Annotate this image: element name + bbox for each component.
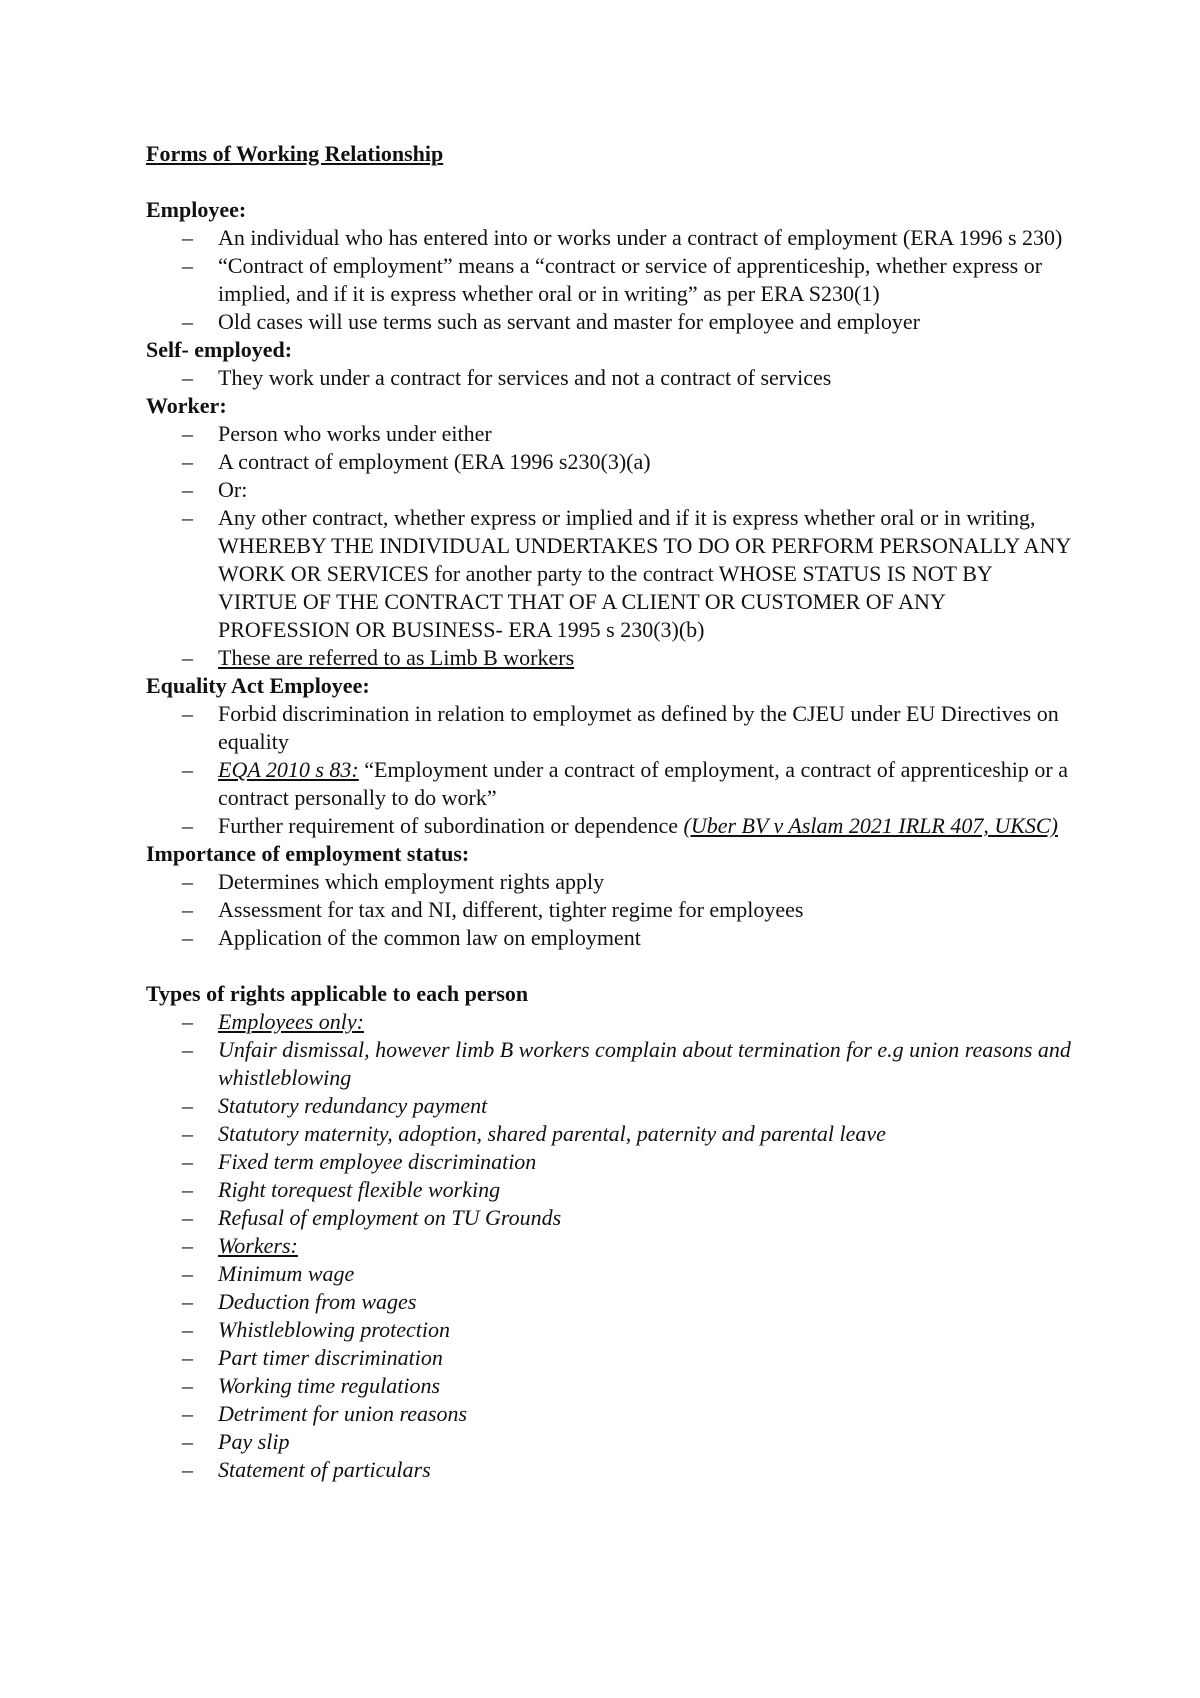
self-employed-section — [146, 336, 1076, 392]
case-reference: (Uber BV v Aslam 2021 IRLR 407, UKSC) — [683, 813, 1058, 838]
list-item: – Or: — [218, 476, 1076, 504]
employees-only-heading: Employees only: — [218, 1009, 364, 1034]
list-item: – Person who works under either — [218, 420, 1076, 448]
list-item: – Minimum wage — [218, 1260, 1076, 1288]
importance-section — [146, 840, 1076, 952]
list-item: – Determines which employment rights apply — [218, 868, 1076, 896]
list-item: – “Contract of employment” means a “contract or service of apprenticeship, whether express or implied, and if it is express whether oral or in writing” as per ERA S230(1) — [218, 252, 1076, 308]
statute-text: “Employment under a contract of employment, a contract of apprenticeship or a contract personally to do work” — [218, 757, 1068, 810]
list-item: – Statutory maternity, adoption, shared parental, paternity and parental leave — [218, 1120, 1076, 1148]
list-item: – Pay slip — [218, 1428, 1076, 1456]
list-item: – Statement of particulars — [218, 1456, 1076, 1484]
self-employed-heading: Self- employed: — [146, 337, 293, 362]
paragraph-spacer — [146, 952, 1076, 980]
equality-list — [146, 700, 1076, 840]
list-item: – Refusal of employment on TU Grounds — [218, 1204, 1076, 1232]
rights-section — [146, 980, 1076, 1484]
list-item: – They work under a contract for services and not a contract of services — [218, 364, 1076, 392]
list-item — [218, 812, 1076, 840]
list-item: – Right torequest flexible working — [218, 1176, 1076, 1204]
rights-heading: Types of rights applicable to each person — [146, 981, 529, 1006]
equality-heading: Equality Act Employee: — [146, 673, 370, 698]
limb-b-note: These are referred to as Limb B workers — [218, 645, 575, 670]
list-item: – Unfair dismissal, however limb B workers complain about termination for e.g union reasons and whistleblowing — [218, 1036, 1076, 1092]
worker-section — [146, 392, 1076, 672]
list-item — [218, 644, 1076, 672]
document-title: Forms of Working Relationship — [146, 141, 444, 166]
list-item: – Deduction from wages — [218, 1288, 1076, 1316]
list-item — [218, 1232, 1076, 1260]
document-page — [146, 140, 1076, 1484]
statute-reference: EQA 2010 s 83: — [218, 757, 359, 782]
list-item — [218, 756, 1076, 812]
rights-list — [146, 1008, 1076, 1484]
list-item: – Detriment for union reasons — [218, 1400, 1076, 1428]
list-item: – Old cases will use terms such as servant and master for employee and employer — [218, 308, 1076, 336]
list-item: – Forbid discrimination in relation to employmet as defined by the CJEU under EU Directives on equality — [218, 700, 1076, 756]
worker-heading: Worker: — [146, 393, 227, 418]
list-item: – Part timer discrimination — [218, 1344, 1076, 1372]
employee-list — [146, 224, 1076, 336]
list-item: – Application of the common law on employment — [218, 924, 1076, 952]
list-item: – Working time regulations — [218, 1372, 1076, 1400]
self-employed-list — [146, 364, 1076, 392]
list-item: – Any other contract, whether express or implied and if it is express whether oral or in writing, WHEREBY THE INDIVIDUAL UNDERTAKES TO DO OR PERFORM PERSONALLY ANY WORK OR SERVICES for another party to the contract WHOSE STATUS IS NOT BY VIRTUE OF THE CONTRACT THAT OF A CLIENT OR CUSTOMER OF ANY PROFESSION OR BUSINESS- ERA 1995 s 230(3)(b) — [218, 504, 1076, 644]
list-item: – An individual who has entered into or works under a contract of employment (ERA 1996 s 230) — [218, 224, 1076, 252]
worker-list — [146, 420, 1076, 672]
equality-section — [146, 672, 1076, 840]
importance-list — [146, 868, 1076, 952]
workers-heading: Workers: — [218, 1233, 298, 1258]
list-item — [218, 1008, 1076, 1036]
list-item: – Statutory redundancy payment — [218, 1092, 1076, 1120]
list-item: – Whistleblowing protection — [218, 1316, 1076, 1344]
list-item: – Fixed term employee discrimination — [218, 1148, 1076, 1176]
importance-heading: Importance of employment status: — [146, 841, 470, 866]
list-item: – A contract of employment (ERA 1996 s230(3)(a) — [218, 448, 1076, 476]
employee-section — [146, 196, 1076, 336]
list-item: – Assessment for tax and NI, different, tighter regime for employees — [218, 896, 1076, 924]
employee-heading: Employee: — [146, 197, 247, 222]
requirement-text: Further requirement of subordination or dependence — [218, 813, 684, 838]
